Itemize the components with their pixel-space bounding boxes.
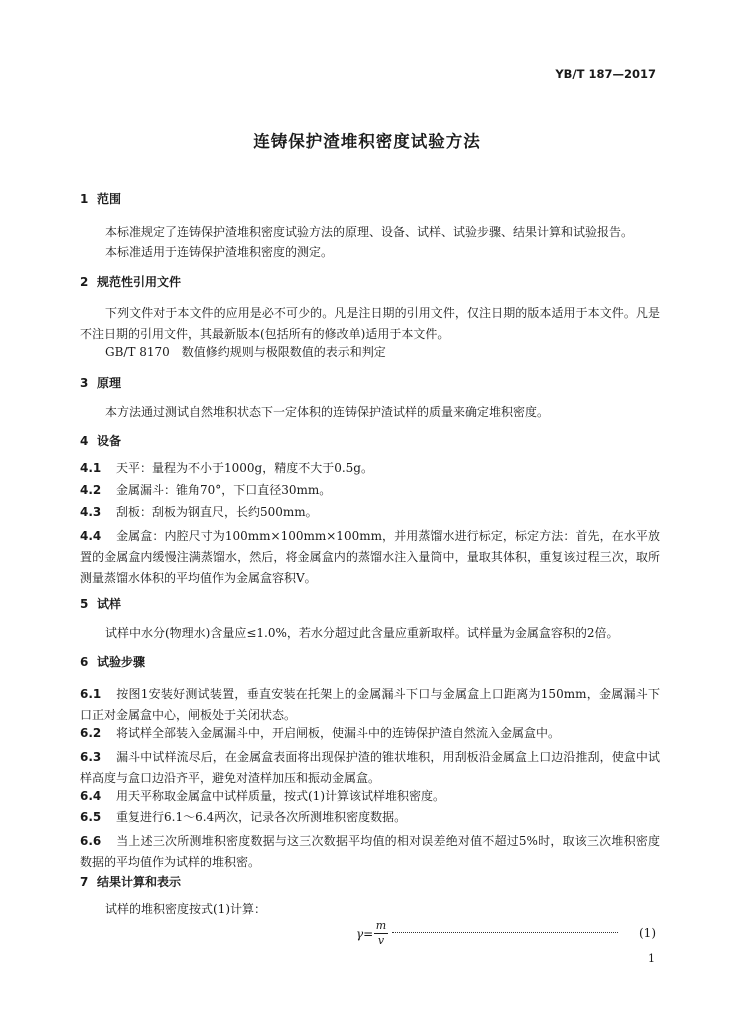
paragraph: 试样的堆积密度按式(1)计算： — [105, 902, 266, 916]
clause-number: 4.2 — [80, 483, 102, 497]
formula-1 — [356, 920, 656, 946]
section-heading-2 — [80, 275, 181, 290]
section-number: 4 — [80, 434, 89, 448]
section-title: 试验步骤 — [97, 655, 146, 669]
clause-text: 天平：量程为不小于1000g，精度不大于0.5g。 — [116, 461, 373, 475]
section-heading-5 — [80, 597, 121, 612]
section-title: 规范性引用文件 — [97, 275, 182, 289]
section-title: 结果计算和表示 — [97, 875, 182, 889]
formula-denominator: v — [377, 934, 385, 947]
clause-number: 6.6 — [80, 834, 102, 848]
section-heading-1 — [80, 192, 121, 207]
clause-4-3 — [80, 505, 660, 520]
section-title: 设备 — [97, 434, 122, 448]
clause-number: 6.2 — [80, 726, 102, 740]
section-title: 原理 — [97, 376, 122, 390]
standard-number: YB/T 187—2017 — [555, 67, 656, 81]
document-title: 连铸保护渣堆积密度试验方法 — [253, 132, 481, 151]
formula-lhs: γ= — [356, 927, 374, 941]
clause-text: 将试样全部装入金属漏斗中，开启闸板，使漏斗中的连铸保护渣自然流入金属盒中。 — [116, 726, 561, 740]
clause-number: 6.4 — [80, 789, 102, 803]
clause-6-3 — [80, 747, 660, 789]
clause-number: 4.3 — [80, 505, 102, 519]
section-number: 3 — [80, 376, 89, 390]
clause-number: 4.4 — [80, 529, 102, 543]
clause-number: 6.5 — [80, 810, 102, 824]
clause-6-5 — [80, 810, 660, 825]
clause-number: 6.1 — [80, 687, 102, 701]
section-heading-6 — [80, 655, 145, 670]
section-title: 试样 — [97, 597, 122, 611]
clause-text: 金属漏斗：锥角70°，下口直径30mm。 — [116, 483, 332, 497]
section-number: 6 — [80, 655, 89, 669]
dot-leader — [392, 932, 618, 933]
section-heading-7 — [80, 875, 181, 890]
clause-text: 金属盒：内腔尺寸为100mm×100mm×100mm，并用蒸馏水进行标定，标定方法：首先，在水平放置的金属盒内缓慢注满蒸馏水，然后，将金属盒内的蒸馏水注入量筒中，量取其体积，重复该过程三次，取所测量蒸馏水体积的平均值作为金属盒容积V。 — [80, 529, 660, 585]
section-number: 7 — [80, 875, 89, 889]
paragraph: 下列文件对于本文件的应用是必不可少的。凡是注日期的引用文件，仅注日期的版本适用于本文件。凡是不注日期的引用文件，其最新版本(包括所有的修改单)适用于本文件。 — [80, 306, 660, 341]
section-number: 1 — [80, 192, 89, 206]
section-title: 范围 — [97, 192, 122, 206]
paragraph: 本标准规定了连铸保护渣堆积密度试验方法的原理、设备、试样、试验步骤、结果计算和试验报告。 — [105, 225, 634, 239]
equation-number: (1) — [639, 926, 656, 940]
section-number: 5 — [80, 597, 89, 611]
formula-fraction — [374, 920, 388, 947]
clause-6-2 — [80, 726, 660, 741]
paragraph: 本方法通过测试自然堆积状态下一定体积的连铸保护渣试样的质量来确定堆积密度。 — [105, 405, 550, 419]
clause-number: 4.1 — [80, 461, 102, 475]
clause-4-1 — [80, 461, 660, 476]
section-heading-3 — [80, 376, 121, 391]
page-number: 1 — [648, 952, 655, 965]
section-heading-4 — [80, 434, 121, 449]
clause-4-4 — [80, 526, 660, 589]
clause-text: 按图1安装好测试装置，垂直安装在托架上的金属漏斗下口与金属盒上口距离为150mm，金属漏斗下口正对金属盒中心，闸板处于关闭状态。 — [80, 687, 660, 722]
clause-number: 6.3 — [80, 750, 102, 764]
clause-6-6 — [80, 831, 660, 873]
paragraph: 试样中水分(物理水)含量应≤1.0%，若水分超过此含量应重新取样。试样量为金属盒容积的2倍。 — [105, 626, 619, 640]
normative-reference: GB/T 8170 数值修约规则与极限数值的表示和判定 — [105, 345, 386, 359]
clause-text: 当上述三次所测堆积密度数据与这三次数据平均值的相对误差绝对值不超过5%时，取该三次堆积密度数据的平均值作为试样的堆积密。 — [80, 834, 660, 869]
section-number: 2 — [80, 275, 89, 289]
clause-6-4 — [80, 789, 660, 804]
clause-text: 用天平称取金属盒中试样质量，按式(1)计算该试样堆积密度。 — [116, 789, 446, 803]
clause-6-1 — [80, 684, 660, 726]
clause-text: 刮板：刮板为钢直尺，长约500mm。 — [116, 505, 318, 519]
formula-numerator: m — [375, 919, 387, 932]
clause-4-2 — [80, 483, 660, 498]
paragraph: 本标准适用于连铸保护渣堆积密度的测定。 — [105, 245, 334, 259]
clause-text: 漏斗中试样流尽后，在金属盒表面将出现保护渣的锥状堆积，用刮板沿金属盒上口边沿推刮，使盒中试样高度与盒口边沿齐平，避免对渣样加压和振动金属盒。 — [80, 750, 660, 785]
clause-text: 重复进行6.1～6.4两次，记录各次所测堆积密度数据。 — [116, 810, 407, 824]
